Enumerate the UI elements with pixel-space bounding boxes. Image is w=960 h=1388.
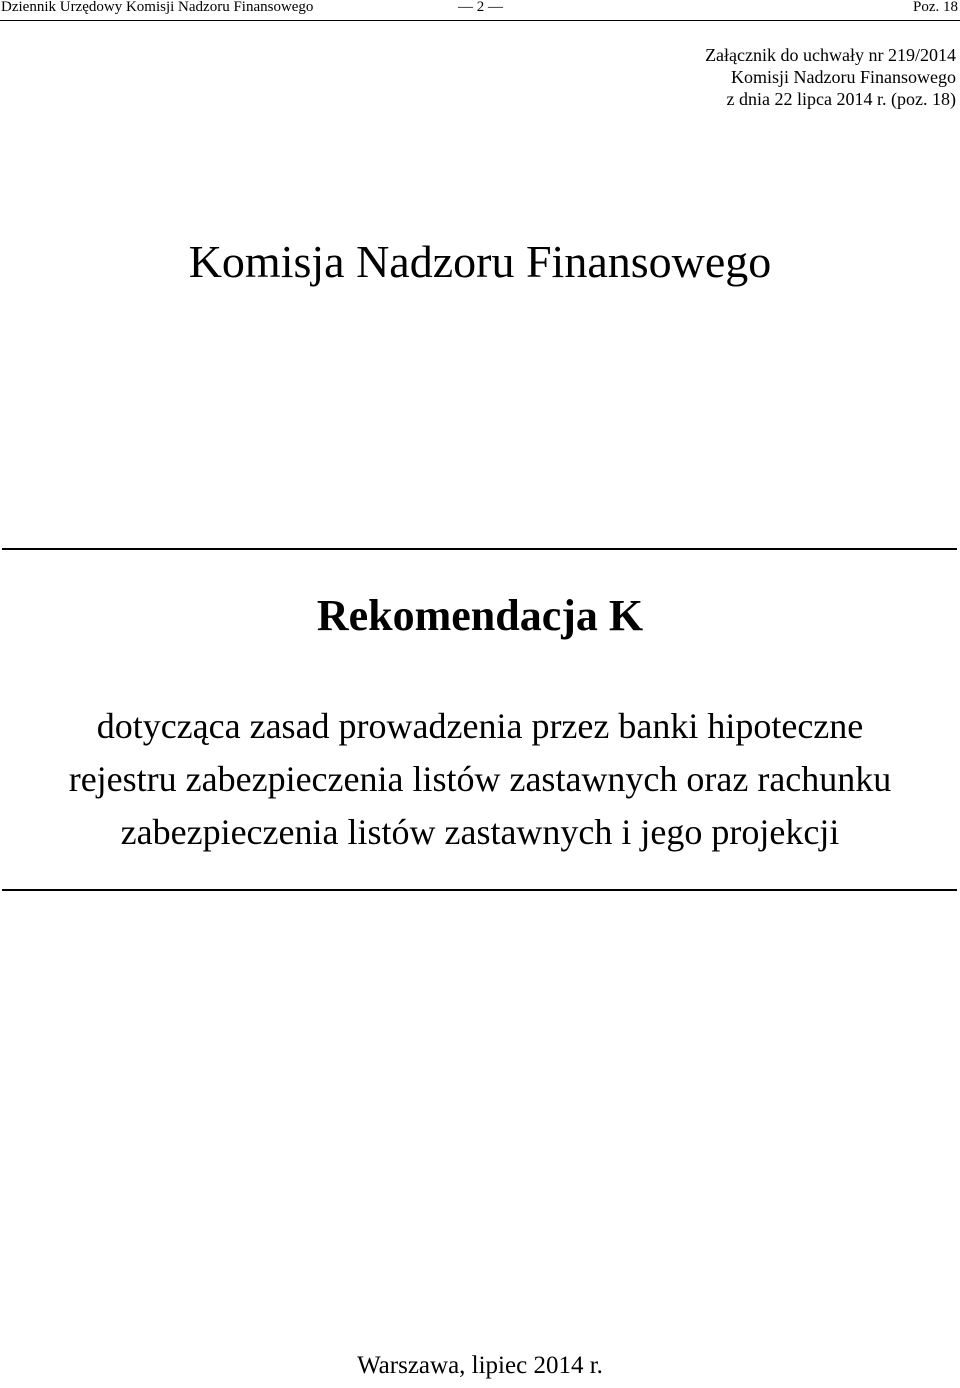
annex-note	[705, 44, 956, 110]
top-divider	[2, 548, 957, 550]
subject-line-3: zabezpieczenia listów zastawnych i jego projekcji	[120, 812, 840, 852]
annex-line-2: Komisji Nadzoru Finansowego	[731, 67, 956, 87]
annex-line-3: z dnia 22 lipca 2014 r. (poz. 18)	[726, 89, 956, 109]
running-header	[0, 0, 960, 21]
page-number: — 2 —	[458, 0, 503, 15]
position-number: Poz. 18	[913, 0, 958, 15]
subject-line-1: dotycząca zasad prowadzenia przez banki hipoteczne	[96, 706, 864, 746]
place-and-date: Warszawa, lipiec 2014 r.	[357, 1352, 603, 1379]
subject-line-2: rejestru zabezpieczenia listów zastawnych oraz rachunku	[68, 759, 892, 799]
journal-name: Dziennik Urzędowy Komisji Nadzoru Finansowego	[1, 0, 314, 15]
recommendation-title: Rekomendacja K	[316, 591, 644, 640]
agency-name: Komisja Nadzoru Finansowego	[188, 236, 772, 287]
recommendation-subject	[0, 700, 960, 859]
bottom-divider	[2, 889, 957, 891]
annex-line-1: Załącznik do uchwały nr 219/2014	[705, 45, 956, 65]
